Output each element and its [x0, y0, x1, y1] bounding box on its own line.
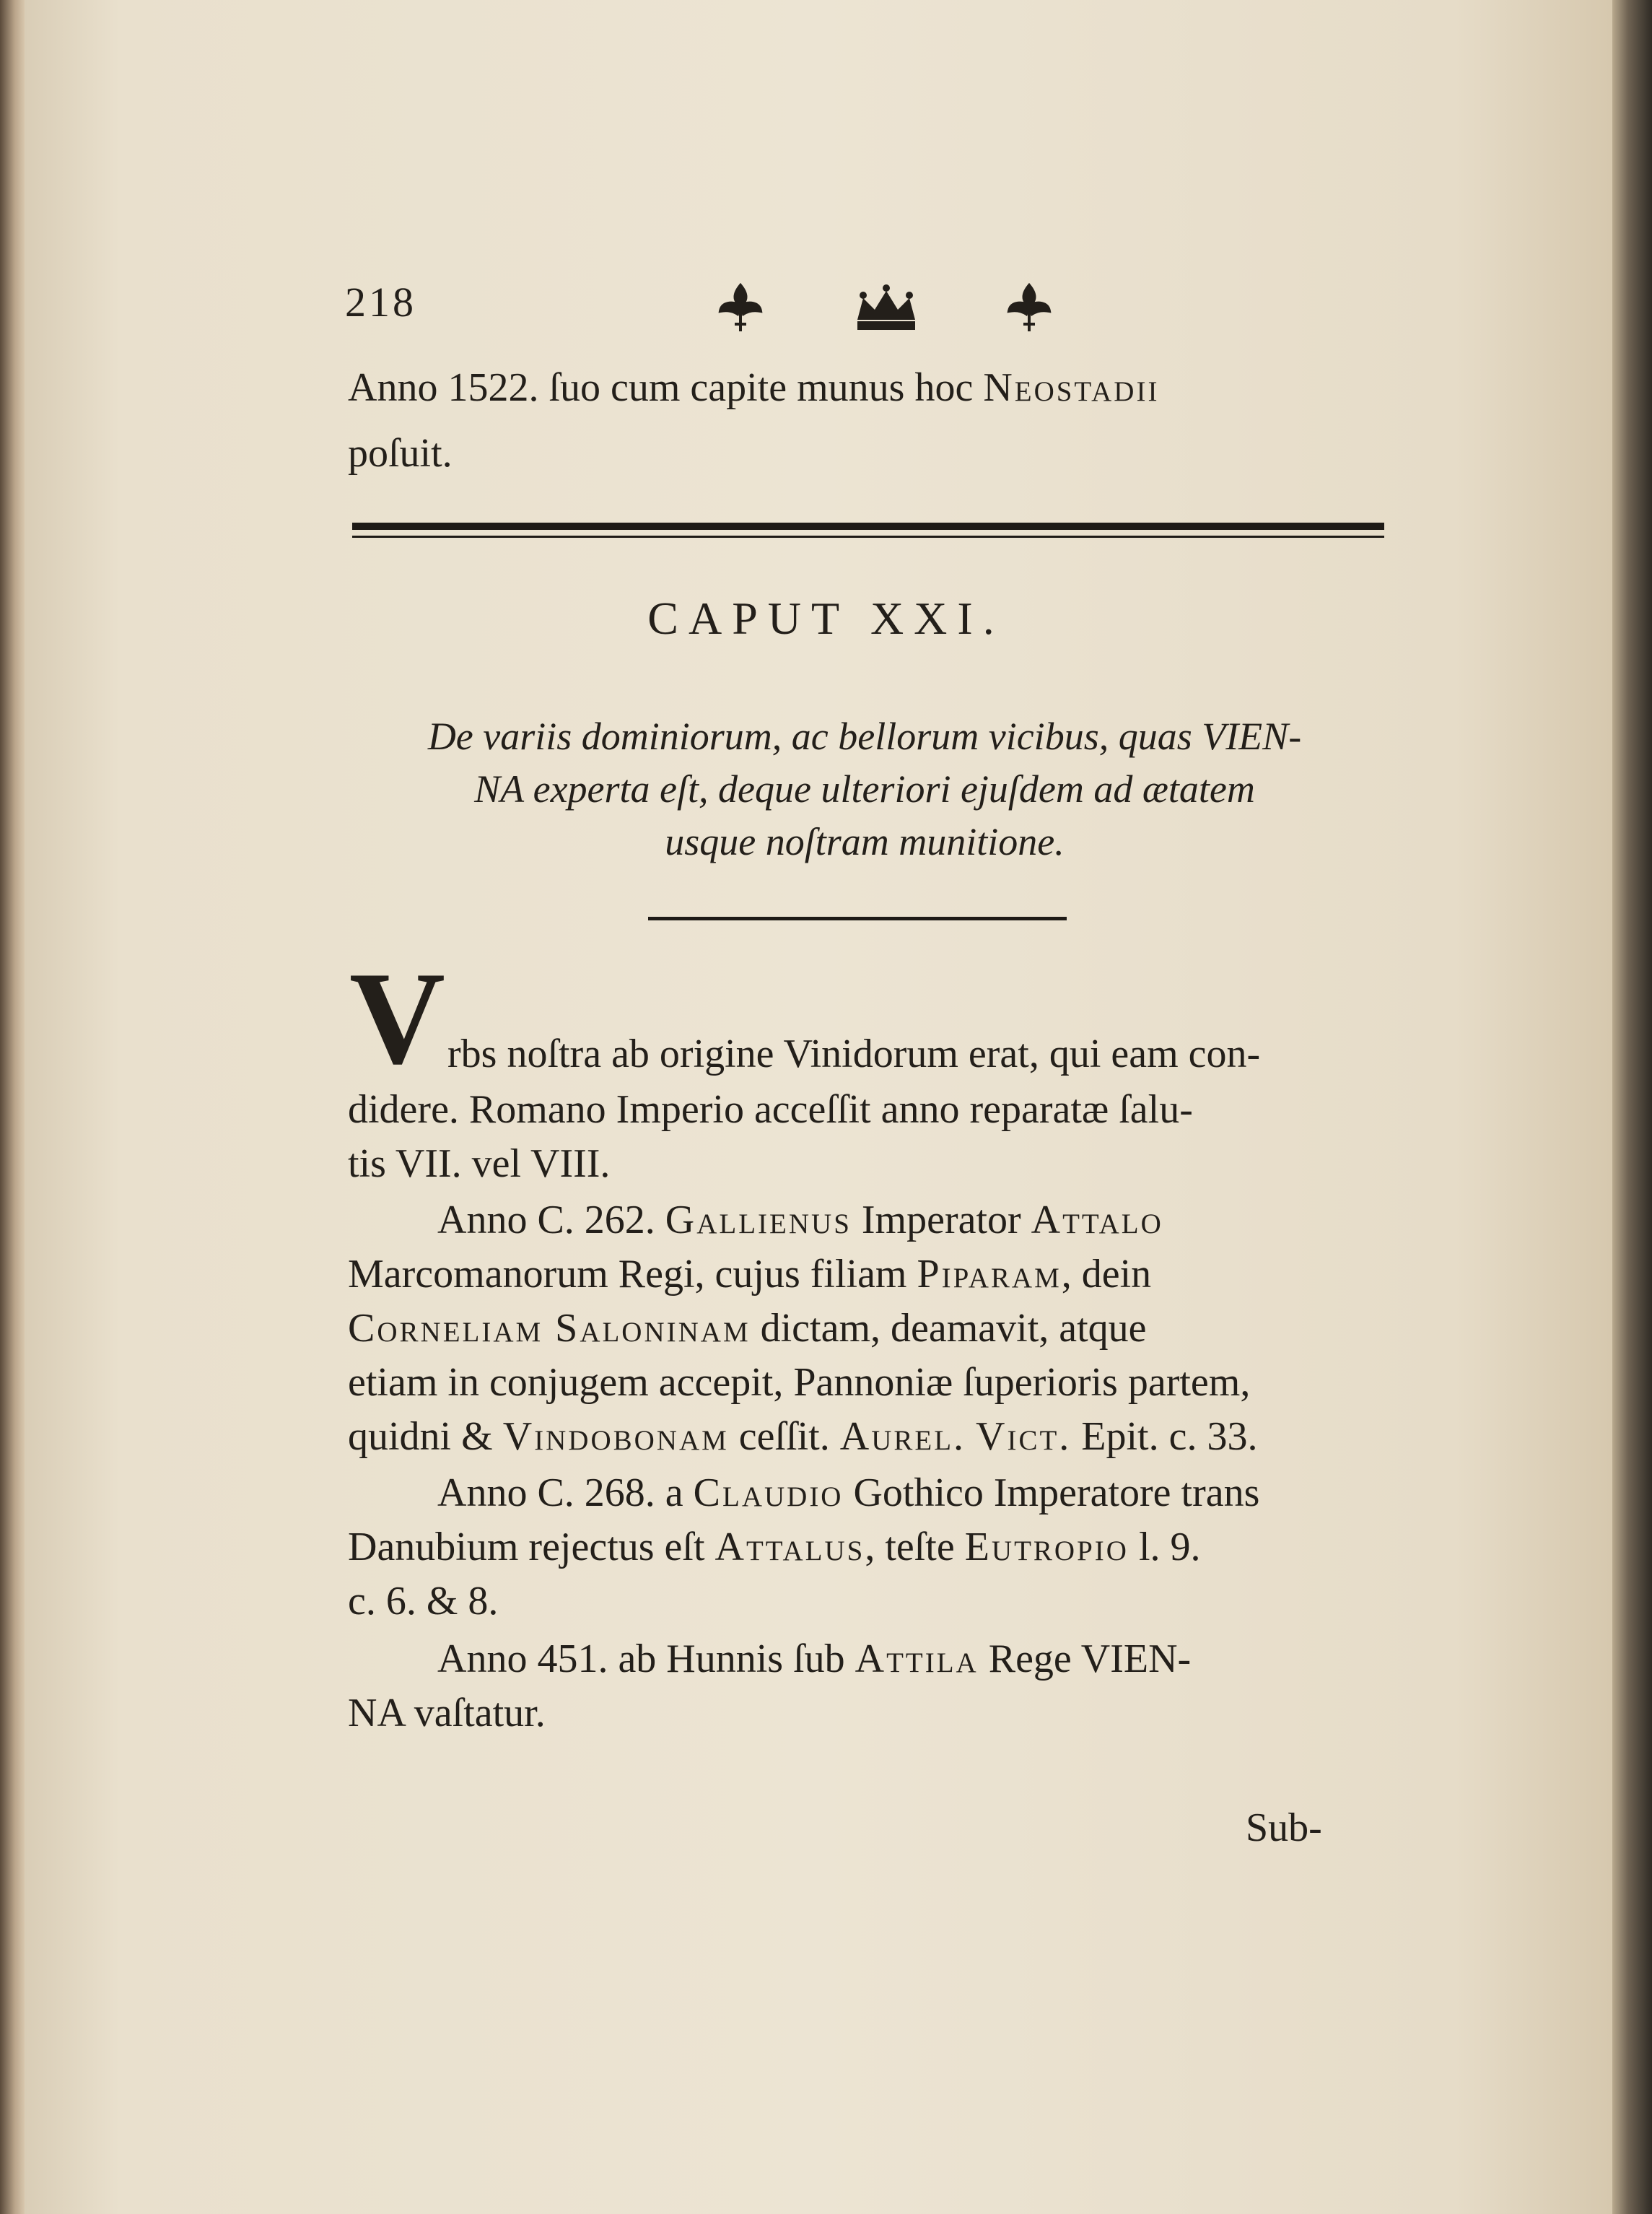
p3-line-2: Danubium rejectus eſt Attalus, teſte Eutropio l. 9.: [348, 1525, 1201, 1569]
page-number: 218: [345, 279, 416, 326]
p2-line-1: Anno C. 262. Gallienus Imperator Attalo: [437, 1198, 1163, 1242]
short-rule: [648, 917, 1067, 920]
chapter-heading: CAPUT XXI.: [647, 593, 1005, 644]
subtitle-line-3: usque noſtram munitione.: [665, 820, 1065, 863]
subtitle-line-1: De variis dominiorum, ac bellorum vicibus, quas VIEN-: [427, 715, 1302, 758]
subtitle-line-2: NA experta eſt, deque ulteriori ejuſdem ad ætatem: [474, 767, 1255, 811]
p2-line-4: etiam in conjugem accepit, Pannoniæ ſuperioris partem,: [348, 1360, 1251, 1405]
double-rule-thin: [352, 536, 1384, 538]
p1-line-3: tis VII. vel VIII.: [348, 1141, 611, 1186]
running-header: [345, 278, 1384, 343]
double-rule-thick: [352, 523, 1384, 530]
p4-line-1: Anno 451. ab Hunnis ſub Attila Rege VIEN-: [437, 1636, 1192, 1681]
p2-line-5: quidni & Vindobonam ceſſit. Aurel. Vict. Epit. c. 33.: [348, 1414, 1258, 1459]
binding-edge: [0, 0, 25, 2214]
fleuron-icon: [712, 278, 769, 336]
catchword: Sub-: [1246, 1805, 1322, 1850]
p1-line-1: rbs noſtra ab origine Vinidorum erat, qui eam con-: [447, 1032, 1261, 1076]
carryover-line-1: Anno 1522. ſuo cum capite munus hoc Neostadii: [348, 365, 1160, 410]
carryover-line-2: poſuit.: [348, 431, 453, 476]
p4-line-2: NA vaſtatur.: [348, 1691, 546, 1735]
crown-icon: [850, 278, 922, 336]
fleuron-icon: [1000, 278, 1058, 336]
p3-line-1: Anno C. 268. a Claudio Gothico Imperatore trans: [437, 1470, 1260, 1515]
p1-line-2: didere. Romano Imperio acceſſit anno reparatæ ſalu-: [348, 1087, 1193, 1132]
drop-cap: V: [349, 944, 445, 1091]
page-edge: [1612, 0, 1652, 2214]
p2-line-3: Corneliam Saloninam dictam, deamavit, atque: [348, 1306, 1147, 1351]
p3-line-3: c. 6. & 8.: [348, 1579, 499, 1624]
p2-line-2: Marcomanorum Regi, cujus filiam Piparam, dein: [348, 1252, 1152, 1296]
